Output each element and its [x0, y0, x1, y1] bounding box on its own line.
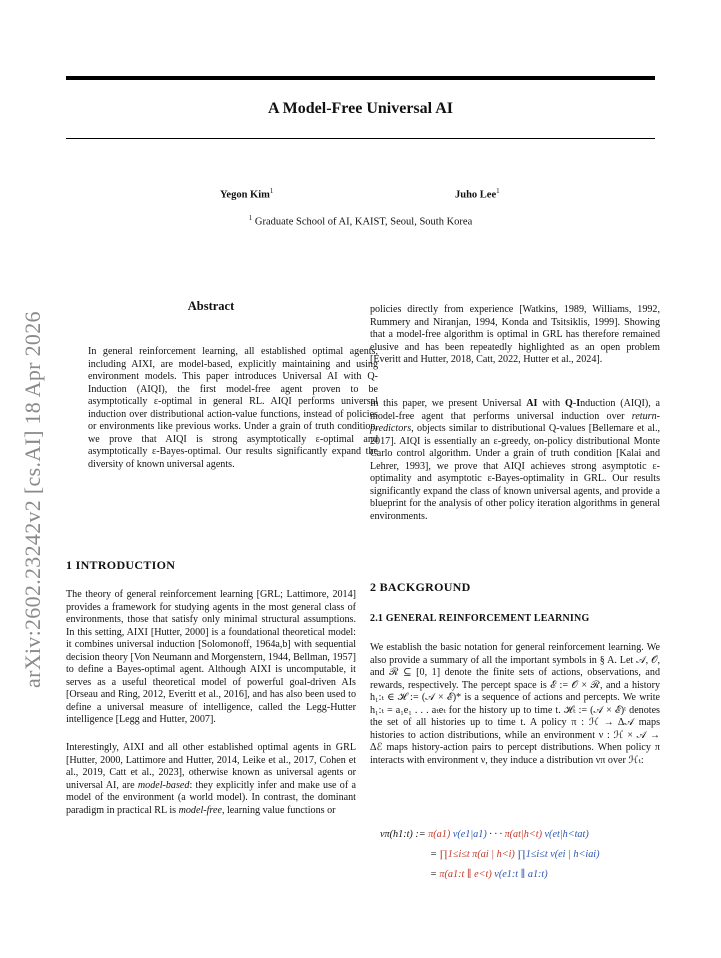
abstract-text: In general reinforcement learning, all established optimal agents, including AIXI, are model-based, explicitly maintaining and using environment models. This paper introduces Universal AI with Q-Induction (AIQI), the first model-free agent proven to be asymptotically ε-optimal in general RL. AIQI performs universal induction over distributional action-value functions, instead of policies or environments like previous works. Under a grain of truth condition, we prove that AIQI is strong asymptotically ε-optimal and asymptotically ε-Bayes-optimal. Our results significantly expand the diversity of known universal agents. [88, 346, 378, 470]
equation-line-3: = π(a1:t ∥ e<t) ν(e1:t ∥ a1:t) [430, 869, 548, 880]
background-paragraph: We establish the basic notation for general reinforcement learning. We also provide a summary of all the important symbols in § A. Let 𝒜, 𝒪, and ℛ ⊆ [0, 1] denote the finite sets of actions, observations, and rewards, respectively. The percept space is ℰ := 𝒪 × ℛ, and a history h₁:ₜ ∈ ℋ := (𝒜 × ℰ)* is a sequence of actions and percepts. We write h₁:ₜ = a₁e₁ . . . aₜeₜ for the history up to time t. ℋₜ := (𝒜 × ℰ)ᵗ denotes the set of all histories up to time t. A policy π : ℋ → Δ𝒜 maps histories to action distributions, while an environment ν : ℋ × 𝒜 → Δℰ maps history-action pairs to percept distributions. When policy π interacts with environment ν, they induce a distribution νπ over ℋₜ: [370, 642, 660, 766]
abstract-body [66, 346, 402, 471]
equation-line-2: = ∏1≤i≤t π(ai | h<i) ∏1≤i≤t ν(ei | h<iai) [430, 849, 600, 860]
intro-paragraph-1: The theory of general reinforcement learning [GRL; Lattimore, 2014] provides a framework for studying agents in the most general class of environments, those that satisfy only minimal structural assumptions. In this setting, AIXI [Hutter, 2000] is a foundational theoretical model: it combines universal induction [Solomonoff, 1964a,b] with sequential decision theory [Von Neumann and Morgenstern, 1944, Bellman, 1957] to define a Bayes-optimal agent. Although AIXI is uncomputable, it serves as a useful theoretical model of powerful goal-driven AIs [Orseau and Ring, 2012, Everitt et al., 2016], and has also been used to define a universal measure of intelligence, called the Legg-Hutter intelligence [Legg and Hutter, 2007]. [66, 589, 356, 725]
affiliation: $^1$ Graduate School of AI, KAIST, Seoul, South Korea [248, 214, 473, 228]
author-1: Yegon Kim$^1$ [220, 187, 274, 201]
gen-rl-subheading: 2.1 GENERAL REINFORCEMENT LEARNING [370, 613, 590, 624]
equation-line-1: νπ(h1:t) := π(a1) ν(e1|a1) · · · π(at|h<t) ν(et|h<tat) [380, 829, 589, 840]
background-heading: 2 BACKGROUND [370, 580, 471, 594]
title-rule [66, 138, 655, 139]
intro-paragraph-4: In this paper, we present Universal AI with Q-Induction (AIQI), a model-free agent that performs universal induction over return-predictors, objects similar to distributional Q-values [Bellemare et al., 2017]. AIQI is essentially an ε-greedy, on-policy distributional Monte Carlo control algorithm. Under a grain of truth condition [Kalai and Lehrer, 1993], we prove that AIQI achieves strong asymptotic ε-optimality and asymptotic ε-Bayes-optimality in GRL. Our results significantly expand the class of known universal agents, and provide a blueprint for the analysis of other policy iteration algorithms in general environments. [370, 398, 660, 522]
top-rule [66, 76, 655, 80]
arxiv-stamp: arXiv:2602.23242v2 [cs.AI] 18 Apr 2026 [20, 311, 45, 688]
abstract-heading: Abstract [187, 299, 235, 313]
author-2: Juho Lee$^1$ [455, 187, 500, 201]
intro-paragraph-2: Interestingly, AIXI and all other established optimal agents in GRL [Hutter, 2000, Lattimore and Hutter, 2014, Leike et al., 2017, Cohen et al., 2019, Catt et al., 2023], otherwise known as universal agents or universal AI, are model-based: they explicitly infer and make use of a model of the environment (a world model). In contrast, the dominant paradigm in practical RL is model-free, learning value functions or [66, 742, 356, 816]
intro-paragraph-3: policies directly from experience [Watkins, 1989, Williams, 1992, Rummery and Niranjan, 1994, Konda and Tsitsiklis, 1999]. Showing that a model-free algorithm is optimal in GRL has therefore remained elusive and has been repeatedly highlighted as an open problem [Everitt and Hutter, 2018, Catt, 2022, Hutter et al., 2024]. [370, 304, 660, 365]
intro-heading: 1 INTRODUCTION [66, 558, 176, 572]
paper-title: A Model-Free Universal AI [267, 100, 453, 117]
